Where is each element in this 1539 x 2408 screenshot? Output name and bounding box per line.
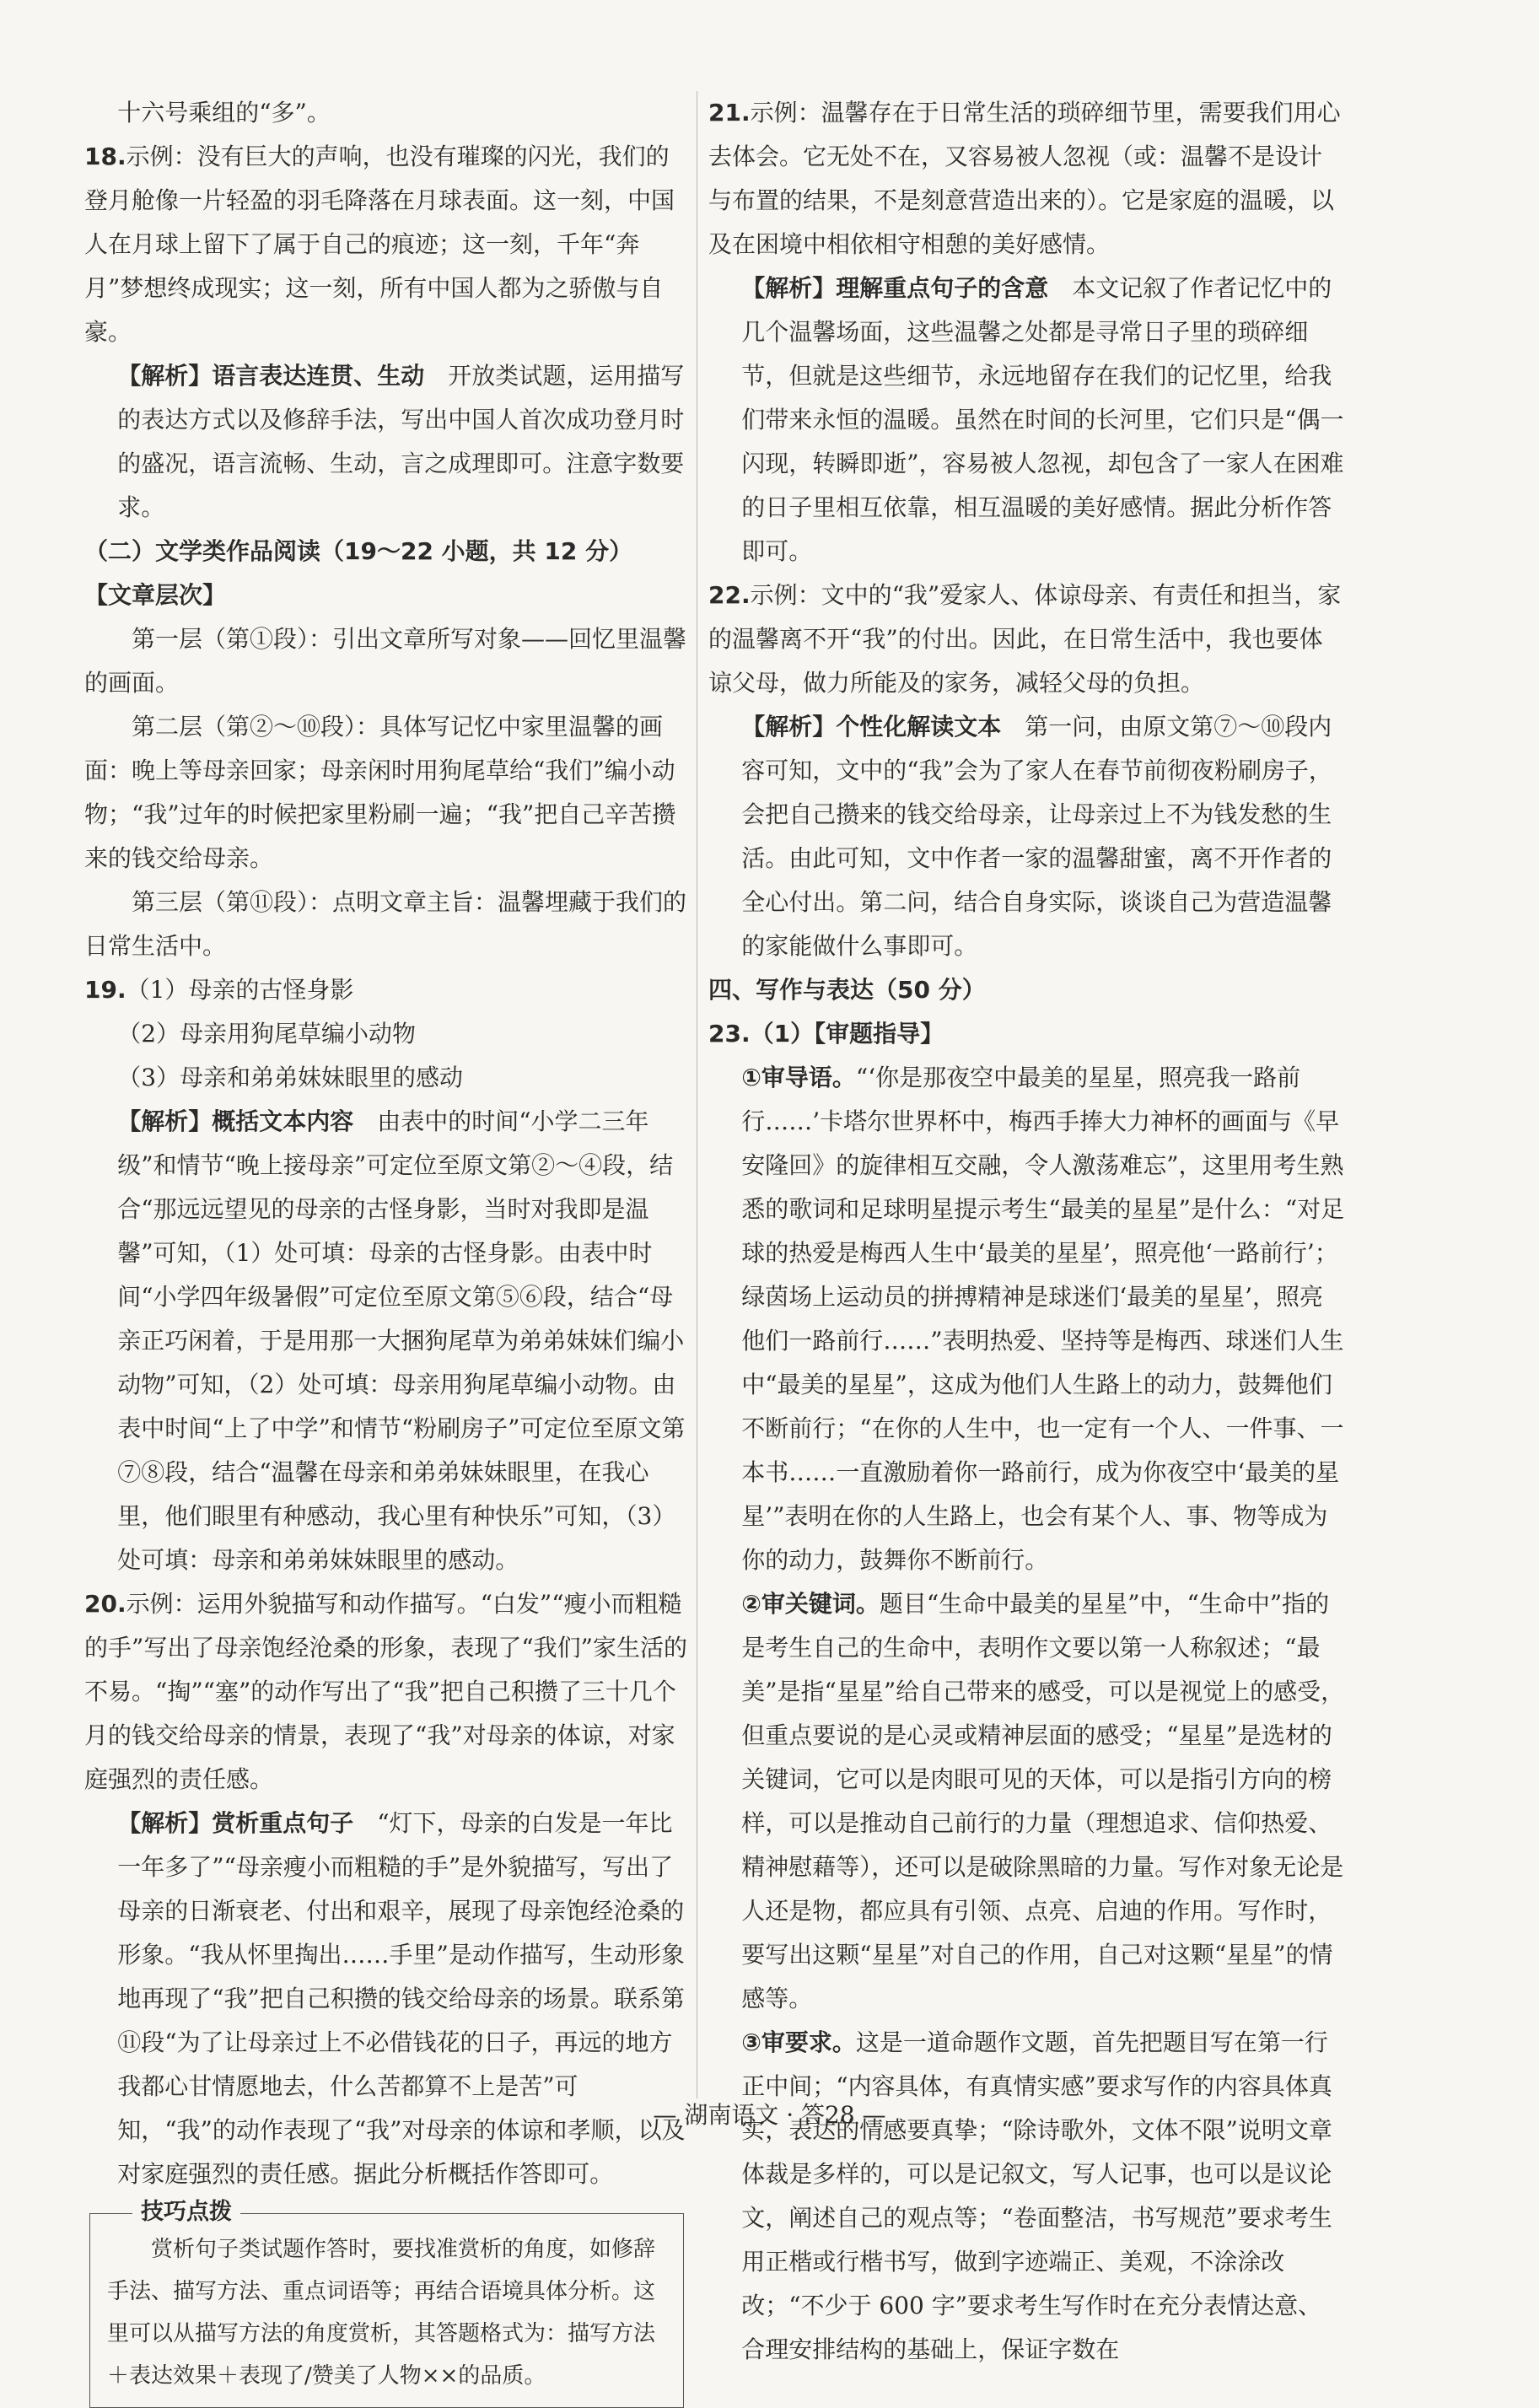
section-tag: ③审要求。 (741, 2028, 856, 2056)
right-paragraph (708, 705, 1345, 968)
paragraph-text: （1）母亲的古怪身影 (126, 976, 354, 1004)
section-tag: （1）【审题指导】 (750, 1020, 944, 1048)
left-paragraph (84, 1056, 687, 1100)
right-paragraph (708, 91, 1345, 267)
paragraph-text: 本文记叙了作者记忆中的几个温馨场面，这些温馨之处都是寻常日子里的琐碎细节，但就是这些细节，永远地留存在我们的记忆里，给我们带来永恒的温暖。虽然在时间的长河里，它们只是“偶一闪现，转瞬即逝”，容易被人忽视，却包含了一家人在困难的日子里相互依靠，相互温暖的美好感情。据此分析作答即可。 (741, 274, 1344, 565)
paragraph-text: （2）母亲用狗尾草编小动物 (117, 1020, 417, 1048)
paragraph-text: 示例：温馨存在于日常生活的琐碎细节里，需要我们用心去体会。它无处不在，又容易被人忽视（或：温馨不是设计与布置的结果，不是刻意营造出来的）。它是家庭的温暖，以及在困境中相依相守相憩的美好感情。 (708, 99, 1341, 258)
left-paragraph (84, 617, 687, 705)
paragraph-text: 第一层（第①段）：引出文章所写对象——回忆里温馨的画面。 (84, 625, 687, 697)
paragraph-text: （3）母亲和弟弟妹妹眼里的感动 (117, 1064, 464, 1091)
question-number: 22. (708, 581, 751, 609)
right-paragraph (708, 267, 1345, 574)
left-paragraph (84, 91, 687, 135)
section-tag: 四、写作与表达（50 分） (708, 976, 986, 1004)
left-paragraph (84, 968, 687, 1012)
paragraph-text: 示例：没有巨大的声响，也没有璀璨的闪光，我们的登月舱像一片轻盈的羽毛降落在月球表面。这一刻，中国人在月球上留下了属于自己的痕迹；这一刻，千年“奔月”梦想终成现实；这一刻，所有中国人都为之骄傲与自豪。 (84, 143, 675, 346)
section-tag: ①审导语。 (741, 1064, 856, 1091)
left-paragraph (84, 354, 687, 530)
paragraph-text: 示例：运用外貌描写和动作描写。“白发”“瘦小而粗糙的手”写出了母亲饱经沧桑的形象，表现了“我们”家生活的不易。“掏”“塞”的动作写出了“我”把自己积攒了三十几个月的钱交给母亲的情景，表现了“我”对母亲的体谅，对家庭强烈的责任感。 (84, 1590, 687, 1793)
paragraph-text: 第三层（第⑪段）：点明文章主旨：温馨埋藏于我们的日常生活中。 (84, 888, 687, 960)
paragraph-text: 第一问，由原文第⑦～⑩段内容可知，文中的“我”会为了家人在春节前彻夜粉刷房子，会把自己攒来的钱交给母亲，让母亲过上不为钱发愁的生活。由此可知，文中作者一家的温馨甜蜜，离不开作者的全心付出。第二问，结合自身实际，谈谈自己为营造温馨的家能做什么事即可。 (741, 713, 1332, 960)
section-tag: ②审关键词。 (741, 1590, 880, 1618)
left-paragraph (84, 135, 687, 354)
paragraph-text: 开放类试题，运用描写的表达方式以及修辞手法，写出中国人首次成功登月时的盛况，语言流畅、生动，言之成理即可。注意字数要求。 (117, 362, 685, 521)
left-paragraph (84, 574, 687, 617)
left-paragraph (84, 1012, 687, 1056)
paragraph-text: 示例：文中的“我”爱家人、体谅母亲、有责任和担当，家的温馨离不开“我”的付出。因此，在日常生活中，我也要体谅父母，做力所能及的家务，减轻父母的负担。 (708, 581, 1342, 697)
left-paragraph (84, 705, 687, 881)
right-paragraph (708, 1582, 1345, 2021)
section-tag: 【文章层次】 (84, 581, 227, 609)
page-footer: — 湖南语文 · 答28 — (653, 2101, 886, 2129)
question-number: 19. (84, 976, 126, 1004)
right-paragraph (708, 574, 1345, 705)
right-paragraph (708, 1056, 1345, 1582)
left-paragraph (84, 1802, 687, 2196)
section-tag: 【解析】语言表达连贯、生动 (117, 362, 425, 390)
tip-text: 赏析句子类试题作答时，要找准赏析的角度，如修辞手法、描写方法、重点词语等；再结合语境具体分析。这里可以从描写方法的角度赏析，其答题格式为：描写方法＋表达效果＋表现了/赞美了人物××的品质。 (107, 2237, 656, 2389)
right-paragraph (708, 968, 1345, 1012)
paragraph-text: 由表中的时间“小学二三年级”和情节“晚上接母亲”可定位至原文第②～④段，结合“那远远望见的母亲的古怪身影，当时对我即是温馨”可知，（1）处可填：母亲的古怪身影。由表中时间“小学四年级暑假”可定位至原文第⑤⑥段，结合“母亲正巧闲着，于是用那一大捆狗尾草为弟弟妹妹们编小动物”可知，（2）处可填：母亲用狗尾草编小动物。由表中时间“上了中学”和情节“粉刷房子”可定位至原文第⑦⑧段，结合“温馨在母亲和弟弟妹妹眼里，在我心里，他们眼里有种感动，我心里有种快乐”可知，（3）处可填：母亲和弟弟妹妹眼里的感动。 (117, 1107, 686, 1574)
left-column (84, 91, 687, 2408)
question-number: 18. (84, 143, 126, 170)
section-tag: 【解析】个性化解读文本 (741, 713, 1002, 741)
right-column (708, 91, 1345, 2372)
left-paragraph (84, 530, 687, 574)
section-tag: （二）文学类作品阅读（19～22 小题，共 12 分） (84, 537, 633, 565)
tip-title: 技巧点拨 (132, 2198, 240, 2227)
left-paragraph (84, 1582, 687, 1802)
right-paragraph (708, 1012, 1345, 1056)
paragraph-text: 题目“生命中最美的星星”中，“生命中”指的是考生自己的生命中，表明作文要以第一人称叙述；“最美”是指“星星”给自己带来的感受，可以是视觉上的感受，但重点要说的是心灵或精神层面的感受；“星星”是选材的关键词，它可以是肉眼可见的天体，可以是指引方向的榜样，可以是推动自己前行的力量（理想追求、信仰热爱、精神慰藉等），还可以是破除黑暗的力量。写作对象无论是人还是物，都应具有引领、点亮、启迪的作用。写作时，要写出这颗“星星”对自己的作用，自己对这颗“星星”的情感等。 (741, 1590, 1345, 2012)
section-tag: 【解析】理解重点句子的含意 (741, 274, 1049, 302)
paragraph-text: 第二层（第②～⑩段）：具体写记忆中家里温馨的画面：晚上等母亲回家；母亲闲时用狗尾草给“我们”编小动物；“我”过年的时候把家里粉刷一遍；“我”把自己辛苦攒来的钱交给母亲。 (84, 713, 676, 872)
question-number: 21. (708, 99, 751, 127)
left-paragraph (84, 1100, 687, 1582)
paragraph-text: “灯下，母亲的白发是一年比一年多了”“母亲瘦小而粗糙的手”是外貌描写，写出了母亲的日渐衰老、付出和艰辛，展现了母亲饱经沧桑的形象。“我从怀里掏出……手里”是动作描写，生动形象地再现了“我”把自己积攒的钱交给母亲的场景。联系第⑪段“为了让母亲过上不必借钱花的日子，再远的地方我都心甘情愿地去，什么苦都算不上是苦”可知，“我”的动作表现了“我”对母亲的体谅和孝顺，以及对家庭强烈的责任感。据此分析概括作答即可。 (117, 1809, 686, 2188)
paragraph-text: 这是一道命题作文题，首先把题目写在第一行正中间；“内容具体，有真情实感”要求写作的内容具体真实，表达的情感要真挚；“除诗歌外，文体不限”说明文章体裁是多样的，可以是记叙文，写人记事，也可以是议论文，阐述自己的观点等；“卷面整洁，书写规范”要求考生用正楷或行楷书写，做到字迹端正、美观，不涂涂改改；“不少于 600 字”要求考生写作时在充分表情达意、合理安排结构的基础上，保证字数在 (741, 2028, 1332, 2363)
question-number: 23. (708, 1020, 751, 1048)
section-tag: 【解析】概括文本内容 (117, 1107, 354, 1135)
paragraph-text: “‘你是那夜空中最美的星星，照亮我一路前行……’卡塔尔世界杯中，梅西手捧大力神杯的画面与《早安隆回》的旋律相互交融，令人激荡难忘”，这里用考生熟悉的歌词和足球明星提示考生“最美的星星”是什么：“对足球的热爱是梅西人生中‘最美的星星’，照亮他‘一路前行’；绿茵场上运动员的拼搏精神是球迷们‘最美的星星’，照亮他们一路前行……”表明热爱、坚持等是梅西、球迷们人生中“最美的星星”，这成为他们人生路上的动力，鼓舞他们不断前行；“在你的人生中，也一定有一个人、一件事、一本书……一直激励着你一路前行，成为你夜空中‘最美的星星’”表明在你的人生路上，也会有某个人、事、物等成为你的动力，鼓舞你不断前行。 (741, 1064, 1345, 1574)
paragraph-text: 十六号乘组的“多”。 (117, 99, 331, 127)
section-tag: 【解析】赏析重点句子 (117, 1809, 354, 1837)
question-number: 20. (84, 1590, 126, 1618)
left-paragraph (84, 881, 687, 968)
tip-box (89, 2199, 684, 2408)
right-paragraph (708, 2021, 1345, 2372)
